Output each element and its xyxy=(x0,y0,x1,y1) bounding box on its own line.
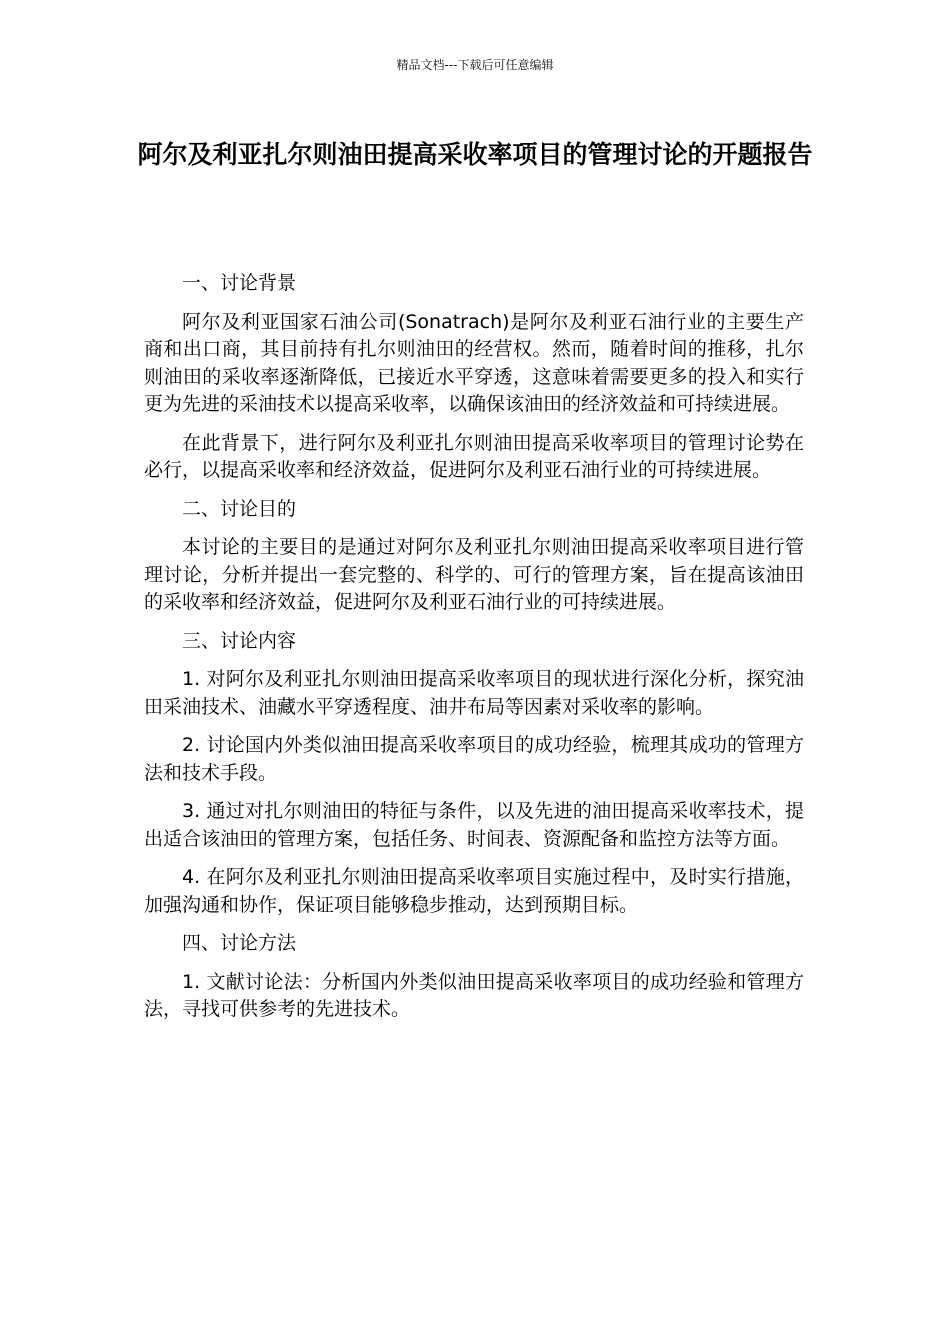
document-body xyxy=(144,270,804,1035)
section-heading: 三、讨论内容 xyxy=(182,629,297,652)
paragraph: 阿尔及利亚国家石油公司(Sonatrach)是阿尔及利亚石油行业的主要生产商和出口商，其目前持有扎尔则油田的经营权。然而，随着时间的推移，扎尔则油田的采收率逐渐降低，已接近水平穿透，这意味着需要更多的投入和实行更为先进的采油技术以提高采收率，以确保该油田的经济效益和可持续进展。 xyxy=(144,310,804,415)
list-item: 1. 对阿尔及利亚扎尔则油田提高采收率项目的现状进行深化分析，探究油田采油技术、油藏水平穿透程度、油井布局等因素对采收率的影响。 xyxy=(144,668,804,718)
paragraph: 本讨论的主要目的是通过对阿尔及利亚扎尔则油田提高采收率项目进行管理讨论，分析并提出一套完整的、科学的、可行的管理方案，旨在提高该油田的采收率和经济效益，促进阿尔及利亚石油行业的可持续进展。 xyxy=(144,536,804,613)
paragraph: 在此背景下，进行阿尔及利亚扎尔则油田提高采收率项目的管理讨论势在必行，以提高采收率和经济效益，促进阿尔及利亚石油行业的可持续进展。 xyxy=(144,431,804,481)
page-header: 精品文档---下载后可任意编辑 xyxy=(396,58,554,72)
list-item: 2. 讨论国内外类似油田提高采收率项目的成功经验，梳理其成功的管理方法和技术手段。 xyxy=(144,734,804,784)
document-title: 阿尔及利亚扎尔则油田提高采收率项目的管理讨论的开题报告 xyxy=(137,140,813,169)
list-item: 4. 在阿尔及利亚扎尔则油田提高采收率项目实施过程中，及时实行措施，加强沟通和协作，保证项目能够稳步推动，达到预期目标。 xyxy=(144,866,804,916)
list-item: 3. 通过对扎尔则油田的特征与条件，以及先进的油田提高采收率技术，提出适合该油田的管理方案，包括任务、时间表、资源配备和监控方法等方面。 xyxy=(144,800,804,850)
section-heading: 四、讨论方法 xyxy=(182,932,297,954)
section-heading: 一、讨论背景 xyxy=(182,272,297,294)
list-item: 1. 文献讨论法：分析国内外类似油田提高采收率项目的成功经验和管理方法，寻找可供参考的先进技术。 xyxy=(144,970,804,1020)
section-heading: 二、讨论目的 xyxy=(182,497,297,520)
